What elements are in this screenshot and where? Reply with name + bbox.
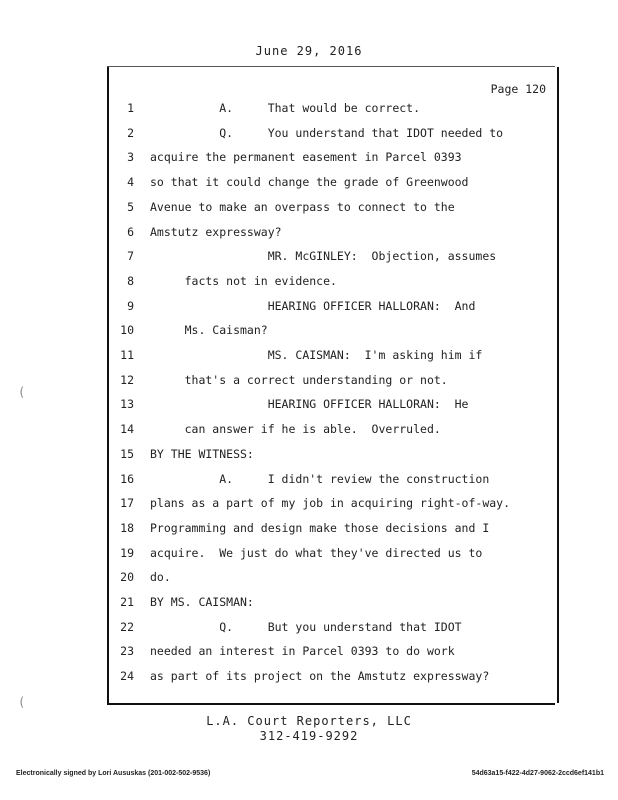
- footer-company: L.A. Court Reporters, LLC: [206, 714, 412, 728]
- line-number: 11: [120, 348, 134, 362]
- electronic-signature: Electronically signed by Lori Aususkas (201-002-502-9536): [16, 770, 211, 777]
- line-number: 8: [127, 274, 134, 288]
- footer-phone: 312-419-9292: [259, 729, 359, 743]
- line-number: 9: [127, 299, 134, 313]
- transcript-line: can answer if he is able. Overruled.: [150, 422, 441, 436]
- scan-mark: (: [18, 695, 26, 709]
- scan-mark: (: [18, 385, 26, 399]
- line-number: 23: [120, 644, 134, 658]
- line-number: 16: [120, 472, 134, 486]
- line-number: 14: [120, 422, 134, 436]
- transcript-line: Avenue to make an overpass to connect to the: [150, 200, 455, 214]
- transcript-line: Ms. Caisman?: [150, 323, 268, 337]
- transcript-line: HEARING OFFICER HALLORAN: And: [150, 299, 476, 313]
- line-number: 6: [127, 225, 134, 239]
- transcript-line: so that it could change the grade of Greenwood: [150, 175, 469, 189]
- line-number: 1: [127, 101, 134, 115]
- line-number: 21: [120, 595, 134, 609]
- line-number: 5: [127, 200, 134, 214]
- transcript-line: that's a correct understanding or not.: [150, 373, 448, 387]
- line-number: 10: [120, 323, 134, 337]
- transcript-line: A. I didn't review the construction: [150, 472, 490, 486]
- line-number: 13: [120, 397, 134, 411]
- line-number: 19: [120, 546, 134, 560]
- transcript-line: BY MS. CAISMAN:: [150, 595, 254, 609]
- transcript-line: Q. You understand that IDOT needed to: [150, 126, 504, 140]
- transcript-line: BY THE WITNESS:: [150, 447, 254, 461]
- transcript-line: do.: [150, 570, 171, 584]
- line-number: 18: [120, 521, 134, 535]
- transcript-line: needed an interest in Parcel 0393 to do work: [150, 644, 455, 658]
- line-number: 22: [120, 620, 134, 634]
- transcript-line: MR. McGINLEY: Objection, assumes: [150, 249, 497, 263]
- page-number: Page 120: [490, 82, 546, 96]
- transcript-line: Q. But you understand that IDOT: [150, 620, 462, 634]
- line-number: 12: [120, 373, 134, 387]
- transcript-line: Programming and design make those decisions and I: [150, 521, 490, 535]
- signature-id: 54d63a15-f422-4d27-9062-2ccd6ef141b1: [471, 770, 604, 777]
- transcript-line: A. That would be correct.: [150, 101, 421, 115]
- transcript-line: MS. CAISMAN: I'm asking him if: [150, 348, 483, 362]
- line-number: 17: [120, 496, 134, 510]
- line-number: 24: [120, 669, 134, 683]
- transcript-line: acquire. We just do what they've directed us to: [150, 546, 483, 560]
- line-number: 7: [127, 249, 134, 263]
- frame-bottom-rule: [107, 703, 555, 705]
- header-date: June 29, 2016: [255, 44, 363, 58]
- line-number: 15: [120, 447, 134, 461]
- transcript-line: as part of its project on the Amstutz expressway?: [150, 669, 490, 683]
- transcript-line: facts not in evidence.: [150, 274, 337, 288]
- line-number: 2: [127, 126, 134, 140]
- transcript-line: plans as a part of my job in acquiring right-of-way.: [150, 496, 511, 510]
- transcript-line: Amstutz expressway?: [150, 225, 282, 239]
- line-number: 3: [127, 150, 134, 164]
- line-number: 20: [120, 570, 134, 584]
- transcript-line: acquire the permanent easement in Parcel 0393: [150, 150, 462, 164]
- line-number: 4: [127, 175, 134, 189]
- transcript-line: HEARING OFFICER HALLORAN: He: [150, 397, 469, 411]
